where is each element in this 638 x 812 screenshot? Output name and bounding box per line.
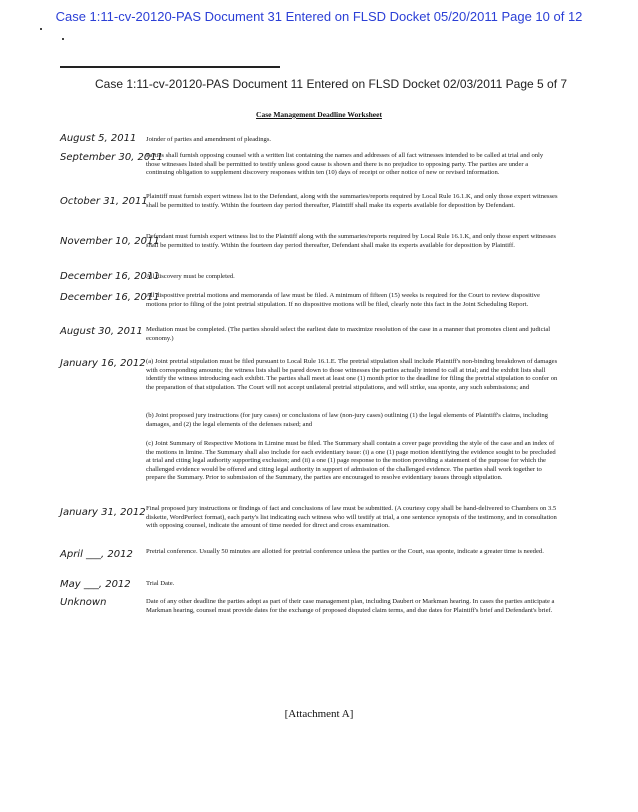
court-stamp-header: Case 1:11-cv-20120-PAS Document 31 Entered on FLSD Docket 05/20/2011 Page 10 of 12 xyxy=(55,9,583,24)
deadline-date: Unknown xyxy=(60,597,107,608)
deadline-date: December 16, 2011 xyxy=(60,292,160,303)
deadline-text: All dispositive pretrial motions and memoranda of law must be filed. A minimum of fifteen (15) weeks is required for the Court to review dispositive motions prior to filing of the joint pretrial stipulation. If no dispositive motions will be filed, clearly note this fact in the Joint Scheduling Report. xyxy=(146,292,540,308)
deadline-text: Final proposed jury instructions or findings of fact and conclusions of law must be submitted. (A courtesy copy shall be hand-delivered to Chambers on 3.5 diskette, WordPerfect format), each party's list indicating each witness who will testify at trial, a one sentence synopsis of the testimony, and in consultation with opposing counsel, indicate the amount of time needed for direct and cross examination. xyxy=(146,505,557,530)
deadline-date: April ___, 2012 xyxy=(60,549,133,560)
deadline-date: August 5, 2011 xyxy=(60,133,137,144)
deadline-date: January 16, 2012 xyxy=(60,358,146,369)
deadline-text: Parties shall furnish opposing counsel with a written list containing the names and addresses of all fact witnesses intended to be called at trial and only those witnesses listed shall be permitted to testify unless good cause is shown and there is no prejudice to opposing party. The parties are under a continuing obligation to supplement discovery responses within ten (10) days of receipt or other notice of new or revised information. xyxy=(146,152,544,177)
deadline-date: December 16, 2011 xyxy=(60,271,160,282)
deadline-subitem: (b) Joint proposed jury instructions (for jury cases) or conclusions of law (non-jury cases) outlining (1) the legal elements of Plaintiff's claims, including damages, and (2) the legal elements of the defenses raised; and xyxy=(146,412,548,428)
deadline-text: Joinder of parties and amendment of pleadings. xyxy=(146,136,272,143)
deadline-text: Defendant must furnish expert witness list to the Plaintiff along with the summaries/reports required by Local Rule 16.1.K, and only those expert witnesses shall be permitted to testify. Within the fourteen day period thereafter, Defendant shall make its experts available for deposition by Plaintiff. xyxy=(146,233,556,249)
worksheet-title: Case Management Deadline Worksheet xyxy=(256,110,382,119)
deadline-text: Date of any other deadline the parties adopt as part of their case management plan, including Daubert or Markman hearing. In cases the parties anticipate a Markman hearing, counsel must provide dates for the exchange of proposed disputed claim terms, and due dates for Plaintiff's brief and Defendant's brief. xyxy=(146,598,555,614)
scan-speck xyxy=(40,28,42,30)
deadline-date: November 10, 2011 xyxy=(60,236,160,247)
attachment-label: [Attachment A] xyxy=(284,708,354,720)
deadline-date: May ___, 2012 xyxy=(60,579,131,590)
deadline-text: Pretrial conference. Usually 50 minutes are allotted for pretrial conference unless the parties or the Court, sua sponte, indicate a greater time is needed. xyxy=(146,548,544,555)
header-rule xyxy=(60,66,280,68)
scan-speck xyxy=(62,38,64,40)
deadline-date: January 31, 2012 xyxy=(60,507,146,518)
deadline-date: September 30, 2011 xyxy=(60,152,163,163)
deadline-text: All discovery must be completed. xyxy=(146,273,235,280)
deadline-text: (a) Joint pretrial stipulation must be filed pursuant to Local Rule 16.1.E. The pretrial stipulation shall include Plaintiff's non-binding breakdown of damages with corresponding amounts; the witness lists shall be pared down to those witnesses the parties actually intend to call at trial; and the exhibit lists shall identify the witness introducing each exhibit. The parties shall meet at least one (1) month prior to the deadline for filing the pretrial stipulation to confer on the preparation of that stipulation. The Court will not accept unilateral pretrial stipulations, and will strike, sua sponte, any such submissions; and xyxy=(146,358,558,391)
deadline-text: Trial Date. xyxy=(146,580,175,587)
deadline-text: Mediation must be completed. (The parties should select the earliest date to maximize resolution of the case in a manner that promotes client and judicial economy.) xyxy=(146,326,551,342)
deadline-date: August 30, 2011 xyxy=(60,326,143,337)
deadline-text: Plaintiff must furnish expert witness list to the Defendant, along with the summaries/reports required by Local Rule 16.1.K, and only those expert witnesses shall be permitted to testify. Within the fourteen day period thereafter, Plaintiff shall make its experts available for deposition by Defendant. xyxy=(146,193,558,209)
deadline-date: October 31, 2011 xyxy=(60,196,148,207)
document-header: Case 1:11-cv-20120-PAS Document 11 Entered on FLSD Docket 02/03/2011 Page 5 of 7 xyxy=(95,77,568,91)
deadline-subitem: (c) Joint Summary of Respective Motions in Limine must be filed. The Summary shall contain a cover page providing the style of the case and an index of the motions in limine. The Summary shall also include for each evidentiary issue: (i) a one (1) page motion identifying the evidence sought to be precluded at trial and citing legal authority supporting exclusion; and (ii) a one (1) page response to the motion providing a statement of the purpose for which the challenged evidence would be offered and citing legal authority in support of admission of the challenged evidence. The parties shall work together to prepare the Summary. Prior to submission of the Summary, the parties are encouraged to resolve evidentiary issues through stipulation. xyxy=(146,440,556,482)
